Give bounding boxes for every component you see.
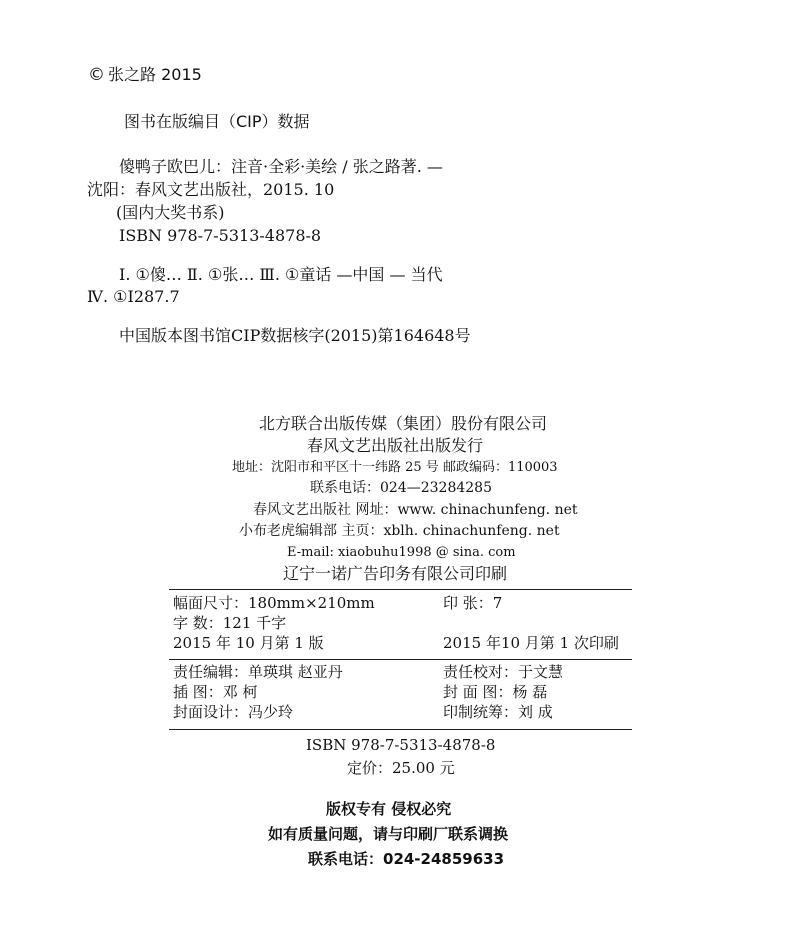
- publisher-address: 地址：沈阳市和平区十一纬路 25 号 邮政编码：110003: [232, 460, 558, 475]
- publisher-website: 春风文艺出版社 网址：www. chinachunfeng. net: [253, 502, 578, 518]
- publisher-phone: 联系电话：024—23284285: [310, 480, 492, 496]
- publisher-email: E-mail: xiaobuhu1998 @ sina. com: [287, 545, 516, 560]
- staff-cover-art: 封 面 图：杨 磊: [443, 683, 548, 701]
- footer-price: 定价：25.00 元: [347, 759, 455, 777]
- copyright-text: 张之路 2015: [108, 65, 202, 84]
- staff-cover-design: 封面设计：冯少玲: [173, 703, 294, 721]
- spec-words: 字 数：121 千字: [173, 614, 287, 632]
- printer-name: 辽宁一诺广告印务有限公司印刷: [283, 564, 508, 583]
- divider-middle: [169, 659, 632, 660]
- spec-format: 幅面尺寸：180mm×210mm: [173, 594, 375, 612]
- spec-edition: 2015 年 10 月第 1 版: [173, 634, 324, 652]
- copyright-symbol: ©: [88, 65, 105, 85]
- spec-sheets: 印 张：7: [443, 594, 503, 612]
- cip-line-2: 沈阳：春风文艺出版社，2015. 10: [87, 180, 335, 199]
- footer-phone: 联系电话：024-24859633: [308, 850, 505, 868]
- cip-record-number: 中国版本图书馆CIP数据核字(2015)第164648号: [119, 326, 471, 345]
- staff-proofreader: 责任校对：于文慧: [443, 663, 564, 681]
- divider-top: [169, 589, 632, 590]
- staff-print-coordinator: 印制统筹：刘 成: [443, 703, 553, 721]
- footer-rights: 版权专有 侵权必究: [326, 800, 452, 818]
- cip-title: 图书在版编目（CIP）数据: [124, 112, 310, 131]
- spec-printing: 2015 年10 月第 1 次印刷: [443, 634, 619, 652]
- cip-classification-1: Ⅰ. ①傻… Ⅱ. ①张… Ⅲ. ①童话 —中国 — 当代: [119, 265, 443, 284]
- divider-bottom: [169, 729, 632, 730]
- publisher-issue: 春风文艺出版社出版发行: [307, 436, 484, 455]
- publisher-homepage: 小布老虎编辑部 主页：xblh. chinachunfeng. net: [239, 523, 560, 539]
- staff-editor: 责任编辑：单瑛琪 赵亚丹: [173, 663, 343, 681]
- footer-quality-notice: 如有质量问题，请与印刷厂联系调换: [268, 825, 509, 843]
- cip-line-3: (国内大奖书系): [116, 203, 225, 222]
- publisher-group: 北方联合出版传媒（集团）股份有限公司: [259, 414, 548, 433]
- cip-isbn: ISBN 978-7-5313-4878-8: [119, 226, 322, 245]
- cip-classification-2: Ⅳ. ①I287.7: [87, 287, 180, 306]
- staff-illustrator: 插 图：邓 柯: [173, 683, 258, 701]
- footer-isbn: ISBN 978-7-5313-4878-8: [306, 736, 496, 754]
- cip-line-1: 傻鸭子欧巴儿：注音·全彩·美绘 / 张之路著. —: [119, 157, 443, 176]
